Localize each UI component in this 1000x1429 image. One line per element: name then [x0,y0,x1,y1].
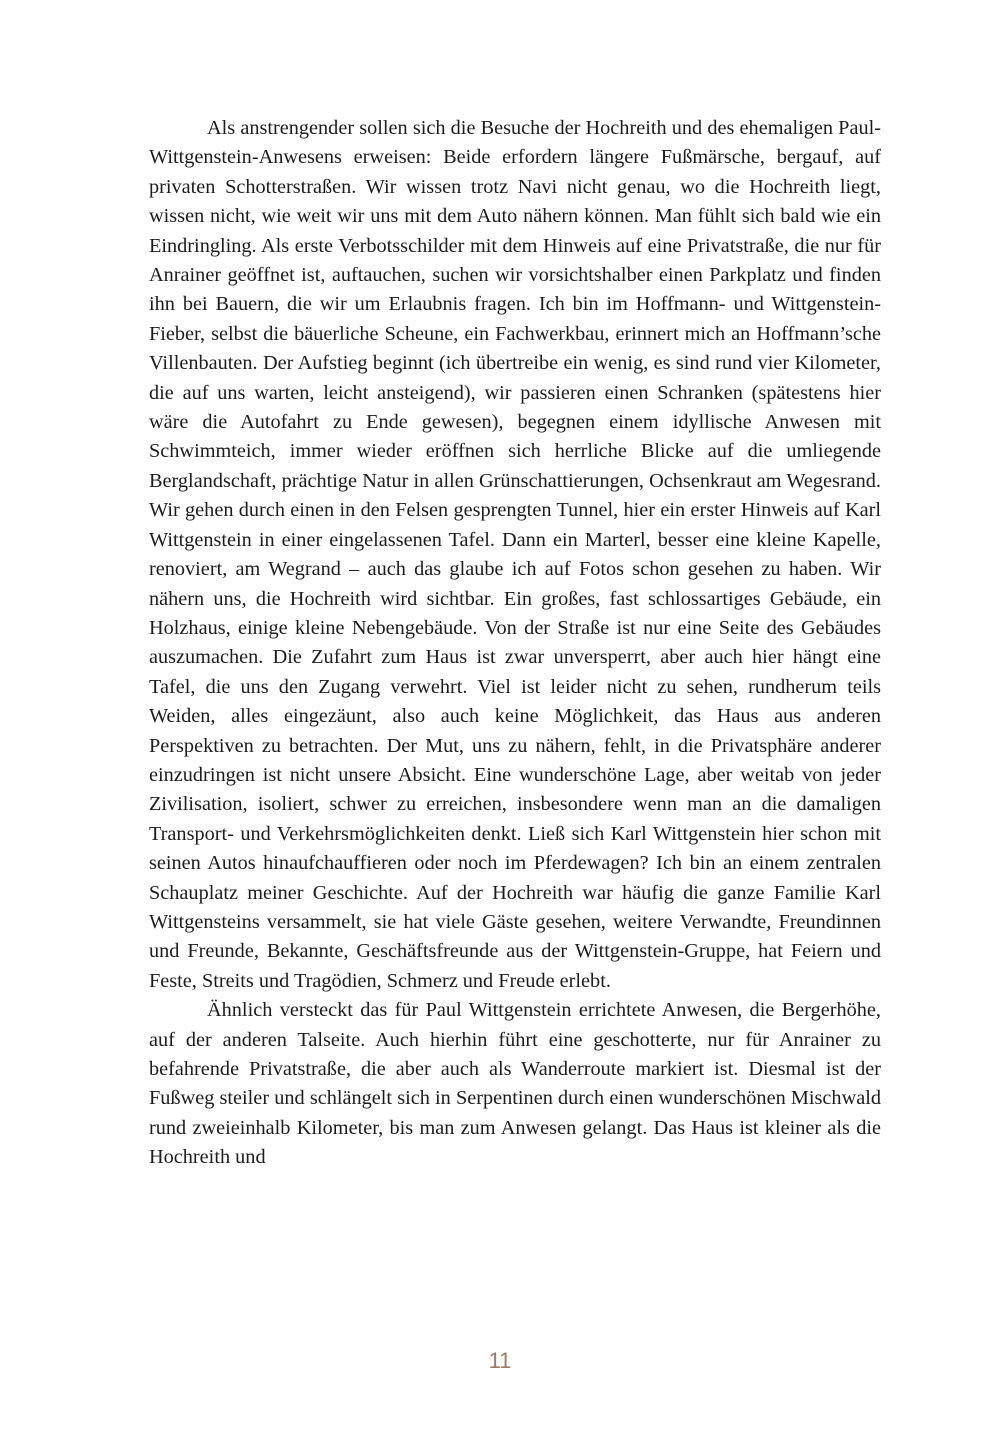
paragraph-hochreith-visit: Als anstrengender sollen sich die Besuche der Hochreith und des ehemaligen Paul-Wittgenstein-Anwesens erweisen: Beide erfordern längere Fußmärsche, bergauf, auf privaten Schotterstraßen. Wir wissen trotz Navi nicht genau, wo die Hochreith liegt, wissen nicht, wie weit wir uns mit dem Auto nähern können. Man fühlt sich bald wie ein Eindringling. Als erste Verbotsschilder mit dem Hinweis auf eine Privatstraße, die nur für Anrainer geöffnet ist, auftauchen, suchen wir vorsichtshalber einen Parkplatz und finden ihn bei Bauern, die wir um Erlaubnis fragen. Ich bin im Hoffmann- und Wittgenstein-Fieber, selbst die bäuerliche Scheune, ein Fachwerkbau, erinnert mich an Hoffmann’sche Villenbauten. Der Aufstieg beginnt (ich übertreibe ein wenig, es sind rund vier Kilometer, die auf uns warten, leicht ansteigend), wir passieren einen Schranken (spätestens hier wäre die Autofahrt zu Ende gewesen), begegnen einem idyllische Anwesen mit Schwimmteich, immer wieder eröffnen sich herrliche Blicke auf die umliegende Berglandschaft, prächtige Natur in allen Grünschattierungen, Ochsenkraut am Wegesrand. Wir gehen durch einen in den Felsen gesprengten Tunnel, hier ein erster Hinweis auf Karl Wittgenstein in einer eingelassenen Tafel. Dann ein Marterl, besser eine kleine Kapelle, renoviert, am Wegrand – auch das glaube ich auf Fotos schon gesehen zu haben. Wir nähern uns, die Hochreith wird sichtbar. Ein großes, fast schlossartiges Gebäude, ein Holzhaus, einige kleine Nebengebäude. Von der Straße ist nur eine Seite des Gebäudes auszumachen. Die Zufahrt zum Haus ist zwar unversperrt, aber auch hier hängt eine Tafel, die uns den Zugang verwehrt. Viel ist leider nicht zu sehen, rundherum teils Weiden, alles eingezäunt, also auch keine Möglichkeit, das Haus aus anderen Perspektiven zu betrachten. Der Mut, uns zu nähern, fehlt, in die Privatsphäre anderer einzudringen ist nicht unsere Absicht. Eine wunderschöne Lage, aber weitab von jeder Zivilisation, isoliert, schwer zu erreichen, insbesondere wenn man an die damaligen Transport- und Verkehrsmöglichkeiten denkt. Ließ sich Karl Wittgenstein hier schon mit seinen Autos hinaufchauffieren oder noch im Pferdewagen? Ich bin an einem zentralen Schauplatz meiner Geschichte. Auf der Hochreith war häufig die ganze Familie Karl Wittgensteins versammelt, sie hat viele Gäste gesehen, weitere Verwandte, Freundinnen und Freunde, Bekannte, Geschäftsfreunde aus der Wittgenstein-Gruppe, hat Feiern und Feste, Streits und Tragödien, Schmerz und Freude erlebt. [149,117,881,992]
body-text [149,114,881,1173]
paragraph-bergerhoehe: Ähnlich versteckt das für Paul Wittgenstein errichtete Anwesen, die Bergerhöhe, auf der anderen Talseite. Auch hierhin führt eine geschotterte, nur für Anrainer zu befahrende Privatstraße, die aber auch als Wanderroute markiert ist. Diesmal ist der Fußweg steiler und schlängelt sich in Serpentinen durch einen wunderschönen Mischwald rund zweieinhalb Kilometer, bis man zum Anwesen gelangt. Das Haus ist kleiner als die Hochreith und [149,999,881,1169]
page-number: 11 [488,1348,512,1373]
